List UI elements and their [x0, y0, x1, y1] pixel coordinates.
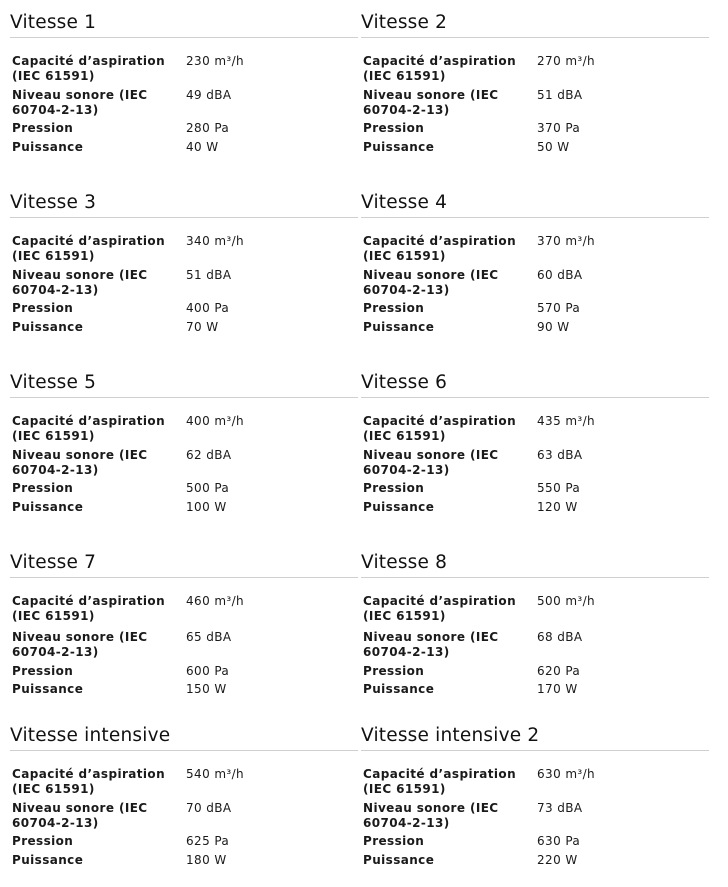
spec-value: 460 m³/h	[186, 594, 245, 608]
spec-value: 51 dBA	[186, 268, 232, 282]
spec-label: Puissance	[363, 320, 435, 334]
spec-label: Pression	[12, 481, 74, 495]
spec-value: 62 dBA	[186, 448, 232, 462]
spec-value: 120 W	[537, 500, 578, 514]
spec-label: Niveau sonore (IEC 60704-2-13)	[363, 448, 499, 477]
spec-label: Puissance	[12, 500, 84, 514]
spec-label: Puissance	[12, 320, 84, 334]
section-title: Vitesse 8	[361, 552, 448, 573]
spec-value: 400 m³/h	[186, 414, 245, 428]
spec-label: Pression	[12, 301, 74, 315]
section-divider	[10, 750, 358, 751]
spec-value: 620 Pa	[537, 664, 581, 678]
section-divider	[361, 217, 709, 218]
spec-label: Niveau sonore (IEC 60704-2-13)	[363, 630, 499, 659]
spec-section	[361, 544, 709, 714]
spec-section	[10, 544, 358, 714]
spec-value: 625 Pa	[186, 834, 230, 848]
spec-value: 280 Pa	[186, 121, 230, 135]
spec-section	[10, 364, 358, 534]
spec-section	[361, 717, 709, 887]
spec-label: Niveau sonore (IEC 60704-2-13)	[12, 448, 148, 477]
section-divider	[10, 37, 358, 38]
section-title: Vitesse 1	[10, 12, 97, 33]
spec-label: Capacité d’aspiration (IEC 61591)	[363, 767, 517, 796]
spec-value: 570 Pa	[537, 301, 581, 315]
spec-label: Puissance	[363, 500, 435, 514]
spec-section	[10, 184, 358, 354]
spec-value: 63 dBA	[537, 448, 583, 462]
spec-label: Capacité d’aspiration (IEC 61591)	[363, 594, 517, 623]
section-divider	[361, 577, 709, 578]
spec-value: 50 W	[537, 140, 570, 154]
section-title: Vitesse 4	[361, 192, 448, 213]
section-title: Vitesse 3	[10, 192, 97, 213]
spec-value: 435 m³/h	[537, 414, 596, 428]
spec-label: Niveau sonore (IEC 60704-2-13)	[363, 268, 499, 297]
spec-label: Puissance	[363, 140, 435, 154]
spec-section	[361, 184, 709, 354]
spec-label: Capacité d’aspiration (IEC 61591)	[363, 54, 517, 83]
spec-label: Pression	[12, 834, 74, 848]
spec-label: Puissance	[363, 853, 435, 867]
spec-label: Pression	[363, 834, 425, 848]
spec-label: Niveau sonore (IEC 60704-2-13)	[363, 88, 499, 117]
spec-value: 270 m³/h	[537, 54, 596, 68]
spec-value: 630 Pa	[537, 834, 581, 848]
spec-label: Pression	[363, 121, 425, 135]
spec-value: 150 W	[186, 682, 227, 696]
spec-value: 600 Pa	[186, 664, 230, 678]
section-title: Vitesse 5	[10, 372, 97, 393]
spec-value: 90 W	[537, 320, 570, 334]
spec-label: Capacité d’aspiration (IEC 61591)	[12, 767, 166, 796]
spec-value: 60 dBA	[537, 268, 583, 282]
spec-section	[10, 717, 358, 887]
spec-label: Pression	[363, 301, 425, 315]
spec-value: 550 Pa	[537, 481, 581, 495]
spec-value: 170 W	[537, 682, 578, 696]
spec-label: Puissance	[12, 140, 84, 154]
spec-value: 68 dBA	[537, 630, 583, 644]
spec-label: Pression	[363, 481, 425, 495]
spec-label: Niveau sonore (IEC 60704-2-13)	[12, 88, 148, 117]
spec-section	[361, 364, 709, 534]
spec-value: 340 m³/h	[186, 234, 245, 248]
spec-section	[10, 4, 358, 174]
spec-value: 500 m³/h	[537, 594, 596, 608]
section-divider	[361, 750, 709, 751]
section-title: Vitesse 2	[361, 12, 448, 33]
spec-label: Capacité d’aspiration (IEC 61591)	[12, 594, 166, 623]
spec-label: Pression	[12, 121, 74, 135]
spec-label: Capacité d’aspiration (IEC 61591)	[12, 414, 166, 443]
spec-value: 65 dBA	[186, 630, 232, 644]
spec-value: 230 m³/h	[186, 54, 245, 68]
spec-label: Niveau sonore (IEC 60704-2-13)	[12, 630, 148, 659]
section-title: Vitesse intensive	[10, 725, 171, 746]
spec-value: 49 dBA	[186, 88, 232, 102]
spec-value: 370 Pa	[537, 121, 581, 135]
spec-value: 180 W	[186, 853, 227, 867]
spec-value: 73 dBA	[537, 801, 583, 815]
spec-value: 400 Pa	[186, 301, 230, 315]
spec-value: 100 W	[186, 500, 227, 514]
spec-value: 500 Pa	[186, 481, 230, 495]
spec-label: Pression	[12, 664, 74, 678]
spec-value: 40 W	[186, 140, 219, 154]
spec-value: 70 W	[186, 320, 219, 334]
spec-label: Capacité d’aspiration (IEC 61591)	[363, 414, 517, 443]
spec-value: 630 m³/h	[537, 767, 596, 781]
spec-value: 70 dBA	[186, 801, 232, 815]
spec-value: 220 W	[537, 853, 578, 867]
spec-value: 540 m³/h	[186, 767, 245, 781]
spec-label: Capacité d’aspiration (IEC 61591)	[12, 54, 166, 83]
section-divider	[10, 577, 358, 578]
section-divider	[10, 397, 358, 398]
spec-label: Niveau sonore (IEC 60704-2-13)	[363, 801, 499, 830]
spec-label: Pression	[363, 664, 425, 678]
spec-label: Niveau sonore (IEC 60704-2-13)	[12, 268, 148, 297]
section-title: Vitesse 7	[10, 552, 97, 573]
spec-label: Puissance	[12, 853, 84, 867]
spec-section	[361, 4, 709, 174]
section-title: Vitesse 6	[361, 372, 448, 393]
spec-value: 51 dBA	[537, 88, 583, 102]
spec-label: Puissance	[363, 682, 435, 696]
spec-value: 370 m³/h	[537, 234, 596, 248]
spec-label: Niveau sonore (IEC 60704-2-13)	[12, 801, 148, 830]
spec-label: Capacité d’aspiration (IEC 61591)	[12, 234, 166, 263]
section-divider	[361, 37, 709, 38]
section-title: Vitesse intensive 2	[361, 725, 540, 746]
section-divider	[361, 397, 709, 398]
spec-label: Capacité d’aspiration (IEC 61591)	[363, 234, 517, 263]
spec-label: Puissance	[12, 682, 84, 696]
section-divider	[10, 217, 358, 218]
